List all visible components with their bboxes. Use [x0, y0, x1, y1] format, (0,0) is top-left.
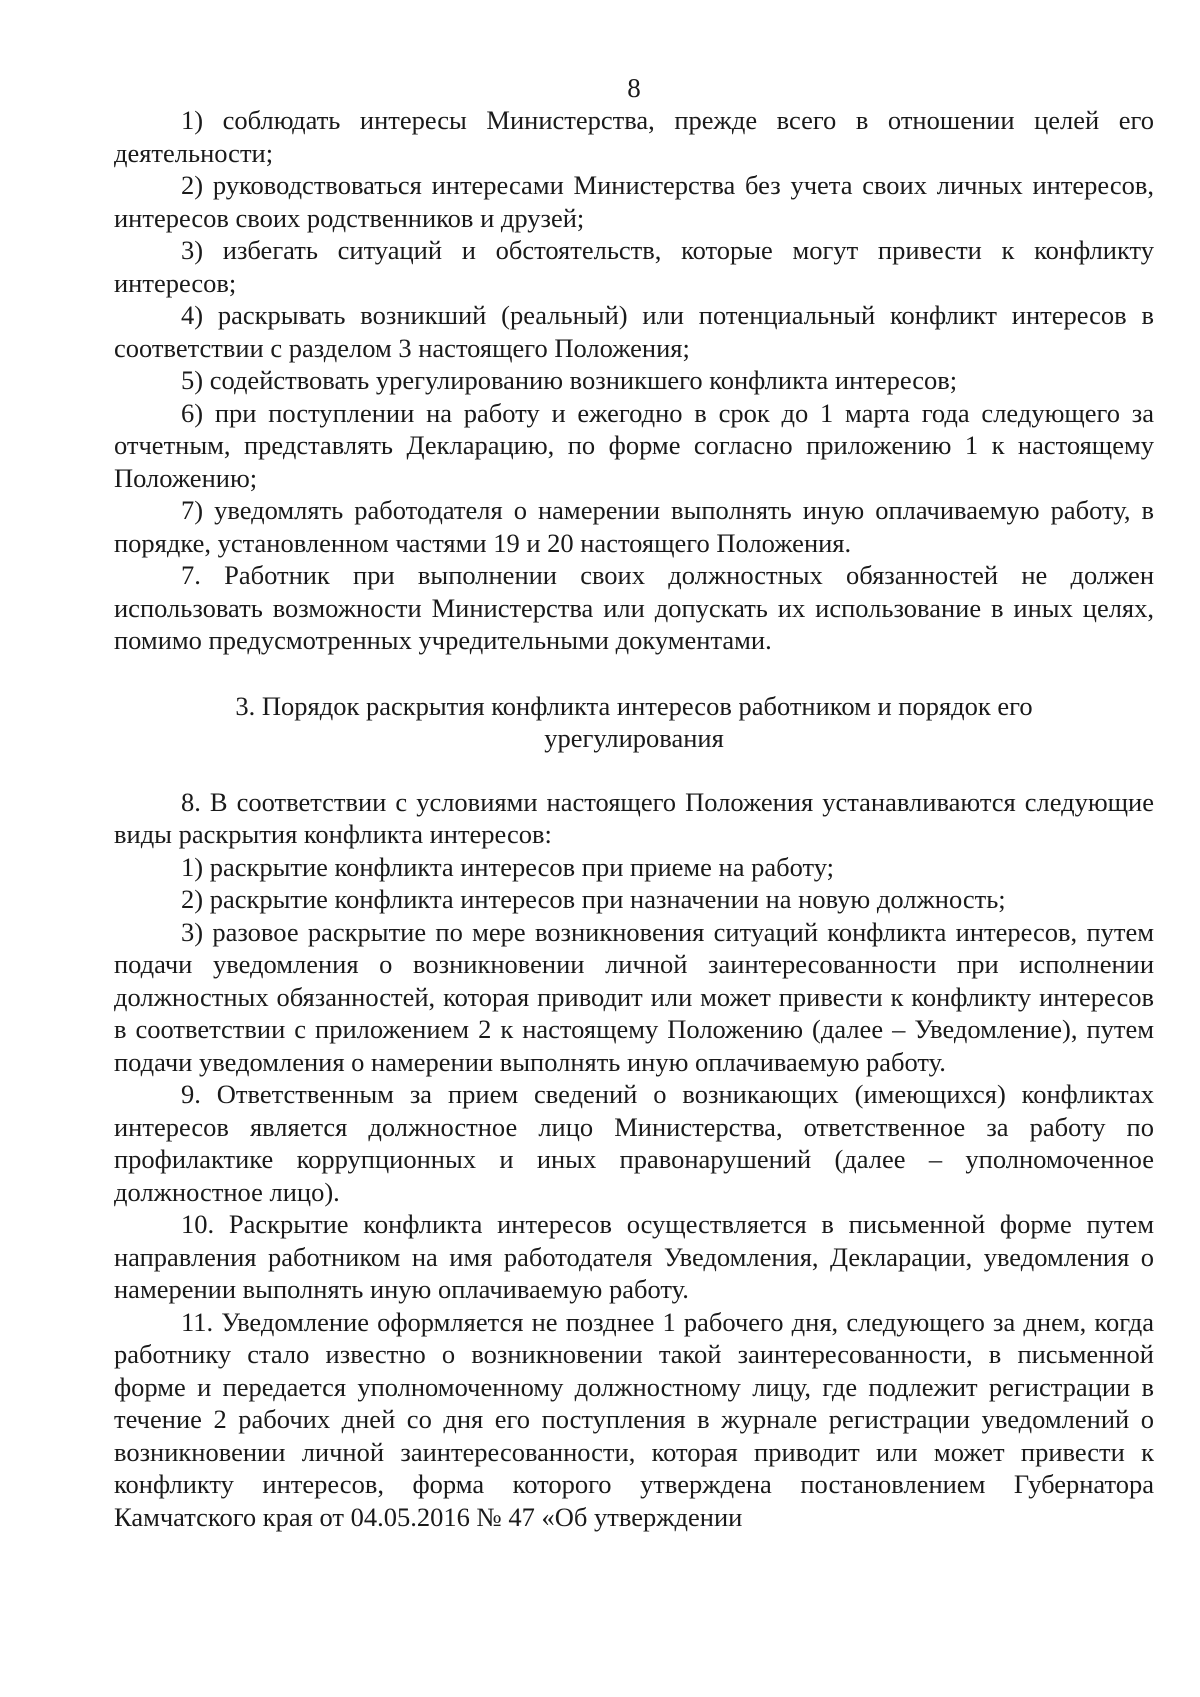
paragraph: 7) уведомлять работодателя о намерении выполнять иную оплачиваемую работу, в порядке, установленном частями 19 и 20 настоящего Положения.: [114, 495, 1154, 558]
document-page: [114, 72, 1154, 1533]
paragraph: 10. Раскрытие конфликта интересов осуществляется в письменной форме путем направления работником на имя работодателя Уведомления, Декларации, уведомления о намерении выполнять иную оплачиваемую работу.: [114, 1209, 1154, 1304]
paragraph: 7. Работник при выполнении своих должностных обязанностей не должен использовать возможности Министерства или допускать их использование в иных целях, помимо предусмотренных учредительными документами.: [114, 560, 1154, 655]
paragraph: 3) разовое раскрытие по мере возникновения ситуаций конфликта интересов, путем подачи уведомления о возникновении личной заинтересованности при исполнении должностных обязанностей, которая приводит или может привести к конфликту интересов в соответствии с приложением 2 к настоящему Положению (далее – Уведомление), путем подачи уведомления о намерении выполнять иную оплачиваемую работу.: [114, 916, 1154, 1077]
paragraph: 6) при поступлении на работу и ежегодно в срок до 1 марта года следующего за отчетным, представлять Декларацию, по форме согласно приложению 1 к настоящему Положению;: [114, 397, 1154, 493]
paragraph: 3) избегать ситуаций и обстоятельств, которые могут привести к конфликту интересов;: [114, 235, 1154, 298]
paragraph: 5) содействовать урегулированию возникшего конфликта интересов;: [181, 365, 958, 395]
paragraph: 2) раскрытие конфликта интересов при назначении на новую должность;: [181, 884, 1006, 914]
paragraph: 9. Ответственным за прием сведений о возникающих (имеющихся) конфликтах интересов является должностное лицо Министерства, ответственное за работу по профилактике коррупционных и иных правонарушений (далее – уполномоченное должностное лицо).: [114, 1079, 1154, 1207]
section-heading: 3. Порядок раскрытия конфликта интересов работником и порядок его урегулирования: [235, 690, 1033, 753]
paragraph: 1) раскрытие конфликта интересов при приеме на работу;: [181, 851, 835, 882]
paragraph: 8. В соответствии с условиями настоящего Положения устанавливаются следующие виды раскрытия конфликта интересов:: [114, 786, 1154, 849]
page-number: 8: [627, 73, 641, 103]
paragraph: 11. Уведомление оформляется не позднее 1 рабочего дня, следующего за днем, когда работнику стало известно о возникновении такой заинтересованности, в письменной форме и передается уполномоченному должностному лицу, где подлежит регистрации в течение 2 рабочих дней со дня его поступления в журнале регистрации уведомлений о возникновении личной заинтересованности, которая приводит или может привести к конфликту интересов, форма которого утверждена постановлением Губернатора Камчатского края от 04.05.2016 № 47 «Об утверждении: [114, 1306, 1154, 1532]
paragraph: 4) раскрывать возникший (реальный) или потенциальный конфликт интересов в соответствии с разделом 3 настоящего Положения;: [114, 300, 1154, 363]
paragraph: 1) соблюдать интересы Министерства, прежде всего в отношении целей его деятельности;: [114, 105, 1154, 168]
paragraph: 2) руководствоваться интересами Министерства без учета своих личных интересов, интересов своих родственников и друзей;: [114, 170, 1154, 233]
